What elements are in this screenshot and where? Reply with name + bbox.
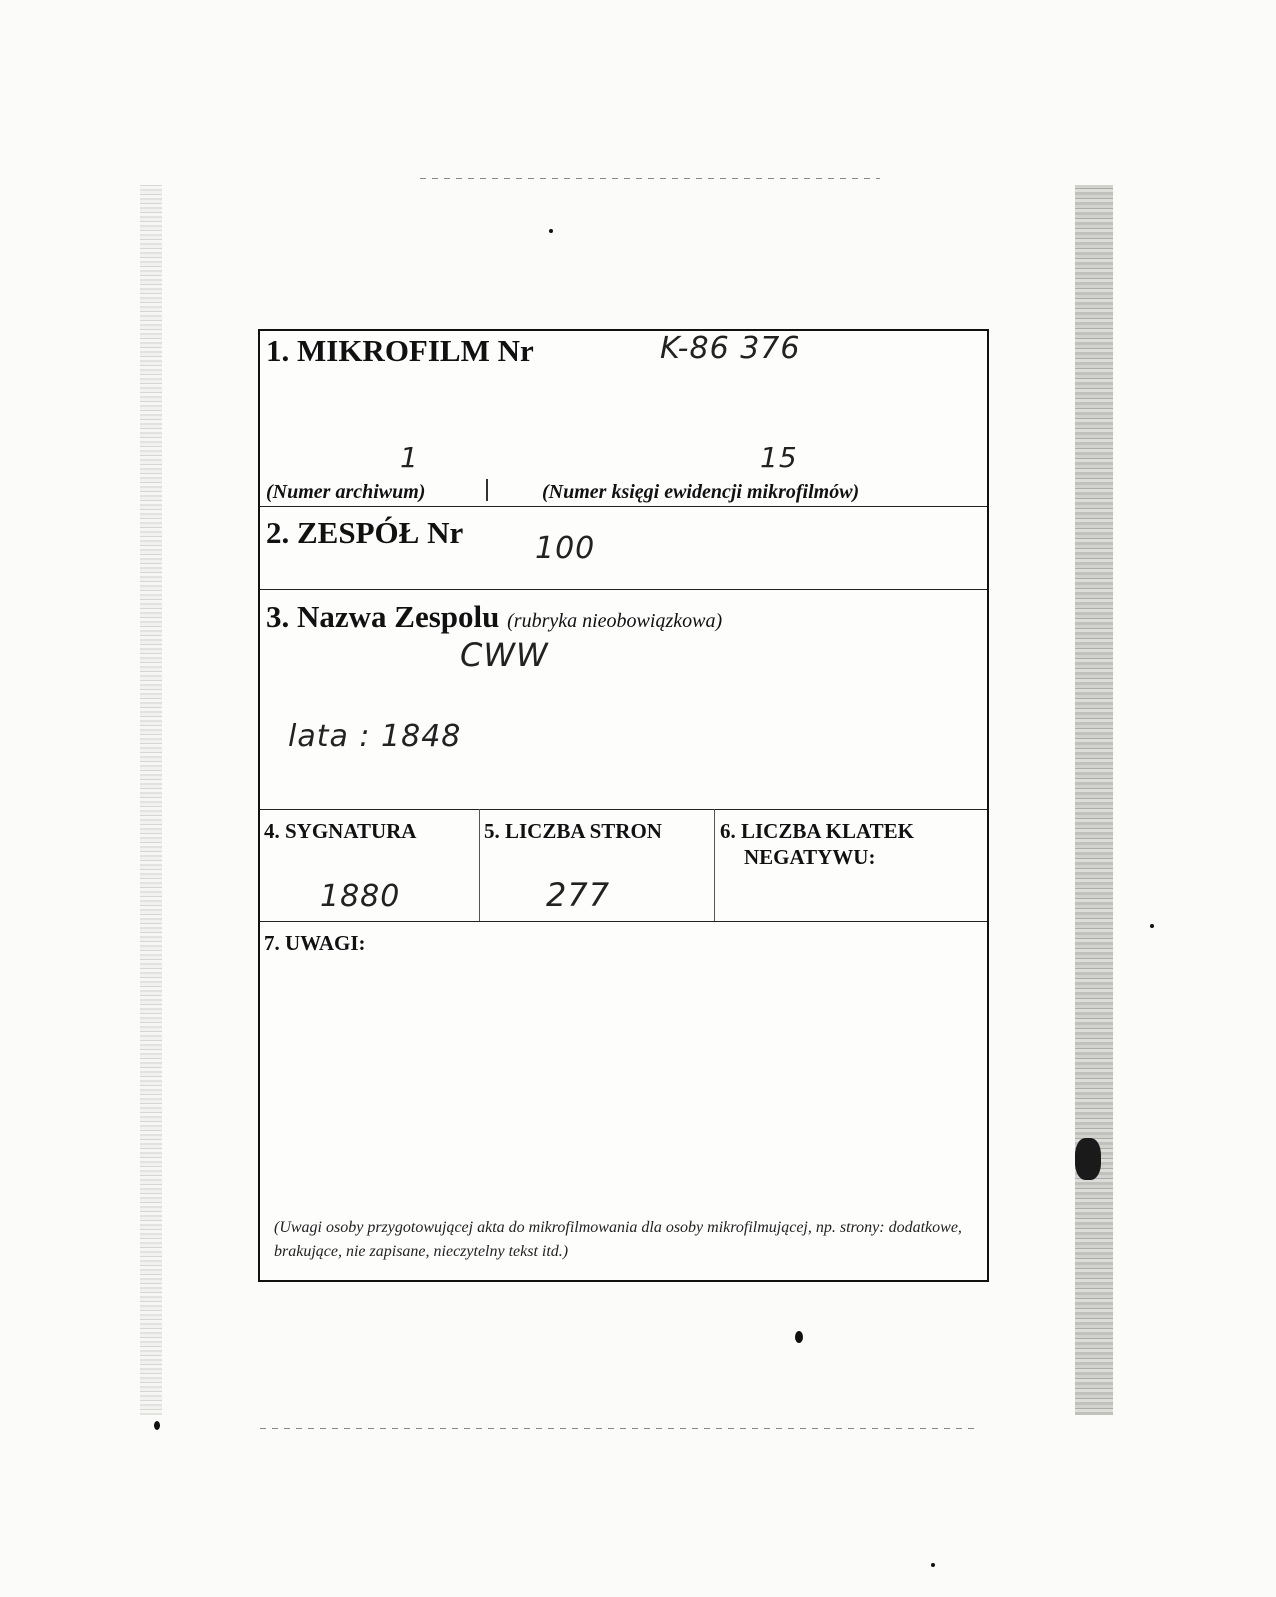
scan-edge-right <box>1075 185 1113 1415</box>
divider <box>260 589 987 590</box>
divider <box>260 809 987 810</box>
liczba-klatek-label-2: NEGATYWU: <box>744 845 876 869</box>
nazwa-value: CWW <box>460 636 549 674</box>
nazwa-optional-note: (rubryka nieobowiązkowa) <box>507 610 723 632</box>
nazwa-zespolu-title <box>266 599 722 635</box>
register-number-value: 15 <box>760 441 798 474</box>
scan-dash-top <box>420 178 880 179</box>
sygnatura-label: 4. SYGNATURA <box>264 819 417 843</box>
liczba-stron-value: 277 <box>546 876 611 914</box>
scan-speck <box>931 1563 935 1567</box>
nazwa-label: 3. Nazwa Zespolu <box>266 599 500 634</box>
scan-edge-left <box>140 185 162 1415</box>
label-separator <box>486 479 488 501</box>
liczba-klatek-label-1: 6. LICZBA KLATEK <box>720 819 914 843</box>
nazwa-years: lata : 1848 <box>288 719 462 754</box>
scan-smudge <box>1075 1138 1101 1180</box>
microfilm-form-card <box>258 329 989 1282</box>
scan-speck <box>154 1421 160 1430</box>
mikrofilm-label: 1. MIKROFILM Nr <box>266 333 534 368</box>
scan-speck <box>795 1331 803 1343</box>
sygnatura-value: 1880 <box>320 879 401 914</box>
register-number-label: (Numer księgi ewidencji mikrofilmów) <box>542 481 860 503</box>
zespol-label: 2. ZESPÓŁ Nr <box>266 515 464 550</box>
scan-speck <box>1150 924 1154 928</box>
uwagi-label: 7. UWAGI: <box>264 931 366 955</box>
mikrofilm-number: K-86 376 <box>660 331 801 366</box>
divider <box>260 506 987 507</box>
zespol-number: 100 <box>535 531 596 566</box>
column-divider <box>479 809 480 921</box>
archive-number-value: 1 <box>400 441 419 474</box>
archive-number-label: (Numer archiwum) <box>266 481 426 503</box>
scan-dash-bottom <box>260 1428 980 1429</box>
column-divider <box>714 809 715 921</box>
divider <box>260 921 987 922</box>
liczba-stron-label: 5. LICZBA STRON <box>484 819 662 843</box>
uwagi-footnote: (Uwagi osoby przygotowującej akta do mikrofilmowania dla osoby mikrofilmującej, np. strony: dodatkowe, brakujące, nie zapisane, nieczytelny tekst itd.) <box>274 1219 962 1260</box>
scan-speck <box>549 229 553 233</box>
